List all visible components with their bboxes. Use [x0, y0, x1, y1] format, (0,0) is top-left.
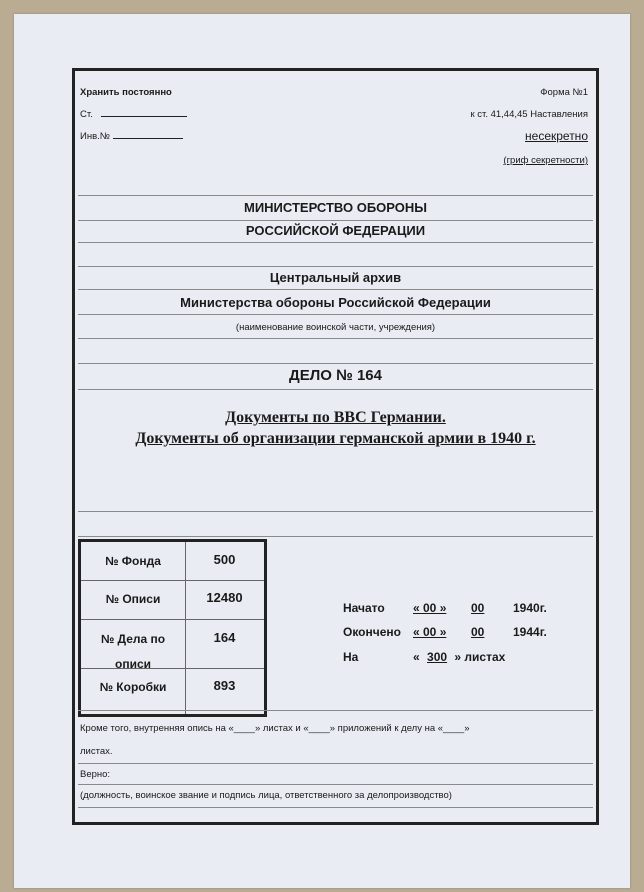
rule — [78, 511, 593, 512]
ministry-line-1: МИНИСТЕРСТВО ОБОРОНЫ — [243, 200, 427, 215]
inventory-number-blank — [113, 138, 183, 139]
rule — [78, 363, 593, 364]
unit-caption: (наименование воинской части, учреждения) — [235, 322, 436, 333]
st-field — [80, 109, 187, 120]
table-row-divider — [81, 619, 264, 620]
cover-frame — [72, 68, 599, 825]
rule — [78, 807, 593, 808]
delo-label-line-2: описи — [114, 657, 151, 671]
rule — [78, 338, 593, 339]
started-label: Начато — [343, 601, 385, 615]
ended-label: Окончено — [343, 625, 401, 639]
secrecy-caption: (гриф секретности) — [503, 155, 588, 166]
sheets-open-quote: « — [413, 650, 420, 664]
table-row-divider — [81, 580, 264, 581]
inventory-number-label: Инв.№ — [80, 131, 110, 142]
case-number: ДЕЛО № 164 — [289, 367, 382, 384]
article-ref-label: к ст. 41,44,45 Наставления — [470, 109, 588, 120]
verified-label: Верно: — [80, 769, 111, 780]
sheets-close-label: » листах — [454, 650, 506, 664]
form-number-label: Форма №1 — [540, 87, 588, 98]
rule — [78, 314, 593, 315]
rule — [78, 289, 593, 290]
internal-inventory-text-2: листах. — [80, 746, 113, 757]
rule — [78, 266, 593, 267]
archive-cover-sheet — [14, 14, 630, 888]
rule — [78, 389, 593, 390]
archive-codes-table — [78, 539, 267, 717]
started-year: 1940г. — [513, 601, 547, 615]
case-title-line-2: Документы об организации германской армии в 1940 г. — [135, 430, 536, 447]
rule — [78, 763, 593, 764]
ministry-line-2: РОССИЙСКОЙ ФЕДЕРАЦИИ — [245, 223, 426, 238]
st-label: Ст. — [80, 109, 93, 120]
sheets-count: 300 — [427, 650, 448, 664]
secrecy-value: несекретно — [525, 129, 588, 143]
fond-value: 500 — [213, 552, 236, 567]
keep-permanently-label: Хранить постоянно — [80, 87, 172, 98]
rule — [78, 220, 593, 221]
ended-month: 00 — [471, 625, 485, 639]
sheets-on-label: На — [343, 650, 359, 664]
box-value: 893 — [213, 678, 236, 693]
started-month: 00 — [471, 601, 485, 615]
internal-inventory-text: Кроме того, внутренняя опись на «____» листах и «____» приложений к делу на «____» — [80, 723, 470, 734]
ended-year: 1944г. — [513, 625, 547, 639]
sheets-field — [413, 650, 505, 664]
inventory-number-field — [80, 131, 183, 142]
signature-caption: (должность, воинское звание и подпись лица, ответственного за делопроизводство) — [80, 790, 452, 801]
st-blank — [101, 116, 187, 117]
rule — [78, 536, 593, 537]
rule — [78, 710, 593, 711]
started-day: « 00 » — [413, 601, 447, 615]
case-title-line-1: Документы по ВВС Германии. — [225, 409, 446, 426]
archive-line-2: Министерства обороны Российской Федерации — [180, 295, 491, 310]
rule — [78, 195, 593, 196]
rule — [78, 242, 593, 243]
archive-line-1: Центральный архив — [269, 270, 402, 285]
opis-label: № Описи — [105, 592, 161, 606]
opis-value: 12480 — [206, 590, 243, 605]
rule — [78, 784, 593, 785]
fond-label: № Фонда — [105, 554, 161, 568]
box-label: № Коробки — [99, 680, 167, 694]
ended-day: « 00 » — [413, 625, 447, 639]
delo-value: 164 — [213, 630, 236, 645]
delo-label-line-1: № Дела по — [100, 632, 166, 646]
